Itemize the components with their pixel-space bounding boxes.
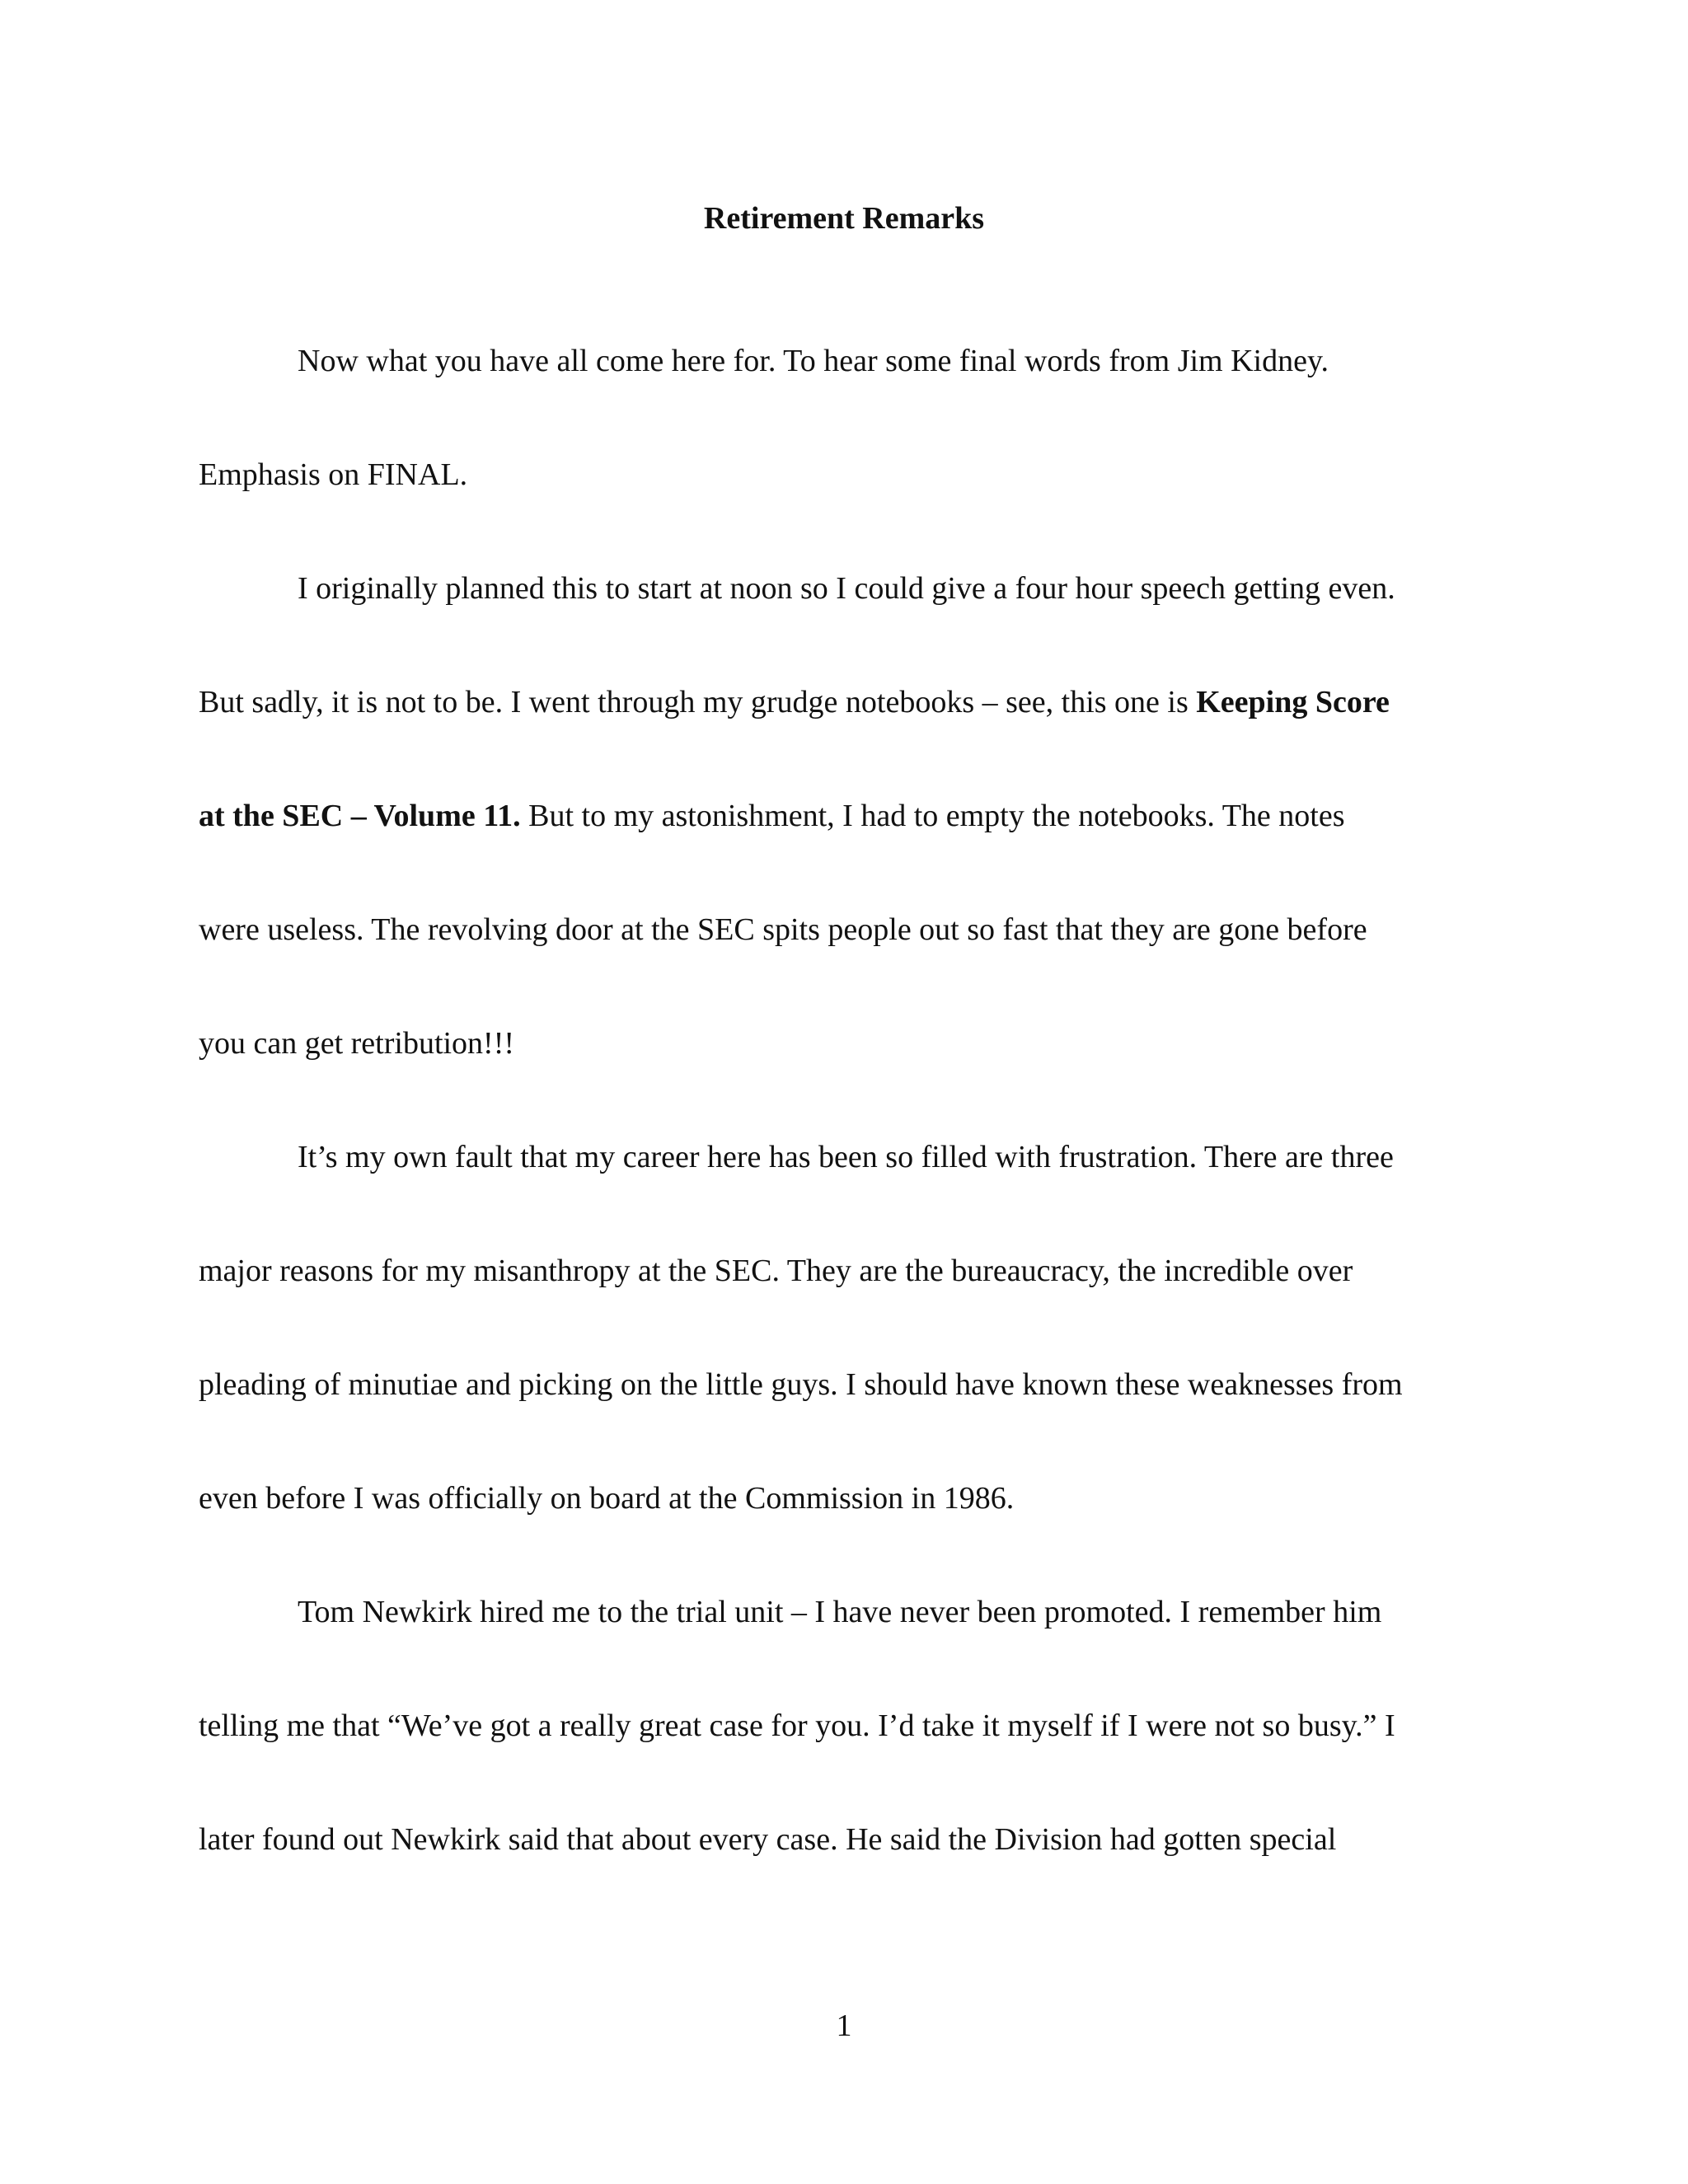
paragraph-line (199, 759, 1484, 873)
paragraph-line: Now what you have all come here for. To hear some final words from Jim Kidney. (298, 344, 1329, 378)
paragraph-line: I originally planned this to start at noon so I could give a four hour speech getting even. (298, 571, 1395, 606)
paragraph-line: were useless. The revolving door at the SEC spits people out so fast that they are gone before (199, 912, 1367, 947)
paragraph-4 (199, 1555, 1484, 1896)
paragraph-line: even before I was officially on board at the Commission in 1986. (199, 1481, 1015, 1516)
document-title: Retirement Remarks (703, 201, 985, 236)
page-number: 1 (836, 2008, 852, 2043)
paragraph-line: It’s my own fault that my career here has been so filled with frustration. There are three (298, 1140, 1394, 1174)
paragraph-line: later found out Newkirk said that about every case. He said the Division had gotten special (199, 1822, 1337, 1857)
notebook-title-bold: at the SEC – Volume 11. (199, 799, 521, 833)
paragraph-line (199, 645, 1484, 759)
paragraph-1 (199, 304, 1484, 532)
paragraph-line: Tom Newkirk hired me to the trial unit – I have never been promoted. I remember him (298, 1595, 1382, 1629)
paragraph-line: major reasons for my misanthropy at the SEC. They are the bureaucracy, the incredible over (199, 1254, 1353, 1288)
paragraph-text: But sadly, it is not to be. I went through my grudge notebooks – see, this one is (199, 685, 1197, 719)
paragraph-text: But to my astonishment, I had to empty the notebooks. The notes (520, 799, 1345, 833)
paragraph-line: you can get retribution!!! (199, 1026, 515, 1061)
notebook-title-bold: Keeping Score (1196, 685, 1390, 719)
paragraph-line: pleading of minutiae and picking on the little guys. I should have known these weaknesses from (199, 1367, 1403, 1402)
paragraph-3 (199, 1100, 1484, 1555)
document-body (199, 304, 1484, 1896)
paragraph-line: Emphasis on FINAL. (199, 457, 468, 492)
paragraph-line: telling me that “We’ve got a really great case for you. I’d take it myself if I were not so busy.” I (199, 1708, 1395, 1743)
paragraph-2 (199, 532, 1484, 1100)
